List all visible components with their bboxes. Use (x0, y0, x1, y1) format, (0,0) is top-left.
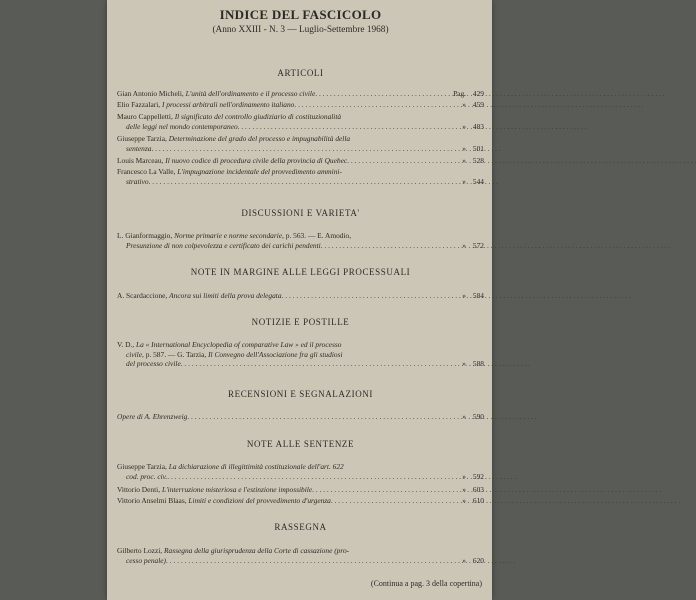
page-prefix: » (462, 156, 466, 165)
entry-page: 592 (472, 471, 484, 481)
entry-page: 610 (472, 496, 484, 505)
page-prefix: Pag. (453, 89, 466, 98)
entry-page: 501 (472, 143, 484, 153)
entry-title: Rassegna della giurisprudenza della Corte di cassazione (pro- (164, 546, 350, 555)
page-prefix: » (462, 143, 466, 153)
page-prefix: » (462, 412, 466, 421)
page-title: INDICE DEL FASCICOLO (219, 7, 382, 22)
section-heading-note-alle-sentenze: NOTE ALLE SENTENZE (246, 439, 355, 449)
entry-title-cont: delle leggi nel mondo contemporaneo (126, 121, 238, 131)
index-entry (117, 134, 484, 153)
entry-page: 459 (472, 100, 484, 109)
dot-leader (294, 100, 458, 110)
entry-title-cont: cesso penale) (126, 555, 167, 565)
entry-title-cont: strativo (126, 176, 149, 186)
dot-leader (166, 556, 458, 566)
section-heading-rassegna: RASSEGNA (274, 522, 327, 532)
entry-title-cont: civile, (126, 349, 144, 359)
page-prefix: » (462, 359, 466, 369)
entry-page: 588 (472, 359, 484, 369)
dot-leader (347, 156, 458, 166)
entry-page: 620 (472, 555, 484, 565)
index-entry (117, 231, 484, 250)
entry-author: Giuseppe Tarzia, (117, 462, 167, 471)
entry-author: A. Scardaccione, (117, 291, 168, 300)
page-prefix: » (462, 240, 466, 250)
issue-subtitle: (Anno XXIII - N. 3 — Luglio-Settembre 1968) (212, 25, 389, 35)
index-entry (117, 340, 484, 369)
entry-author: Vittorio Denti, (117, 485, 161, 494)
entry-title-cont: Presunzione di non colpevolezza e certificato dei carichi pendenti (126, 240, 321, 250)
entry-author: Elio Fazzalari, (117, 100, 161, 109)
entry-title: L'impugnazione incidentale del provvedimento ammini- (177, 167, 342, 176)
dot-leader (315, 89, 449, 99)
entry-page: 429 (472, 89, 484, 98)
page-prefix: » (462, 121, 466, 131)
entry-title-cont: del processo civile (126, 359, 181, 369)
entry-author: Vittorio Anselmi Blaas, (117, 496, 187, 505)
section-heading-note-in-margine: NOTE IN MARGINE ALLE LEGGI PROCESSUALI (190, 267, 411, 277)
page-prefix: » (462, 555, 466, 565)
entry-title-cont: cod. proc. civ. (126, 471, 168, 481)
page-prefix: » (462, 485, 466, 494)
entry-author: Mauro Cappelletti, (117, 112, 173, 121)
entry-title: Limiti e condizioni del provvedimento d'urgenza (188, 496, 331, 505)
dot-leader (238, 122, 459, 132)
dot-leader (321, 241, 459, 251)
index-entry (117, 546, 484, 565)
entry-author: Louis Marceau, (117, 156, 164, 165)
dot-leader (151, 144, 458, 154)
entry-author: Gilberto Lozzi, (117, 546, 163, 555)
entry-title: Il nuovo codice di procedura civile della provincia di Quebec (165, 156, 348, 165)
entry-page: 483 (472, 121, 484, 131)
entry-page: 590 (472, 412, 484, 421)
entry-title: La « International Encyclopedia of comparative Law » ed il processo (135, 340, 342, 349)
section-heading-articoli: ARTICOLI (277, 68, 324, 78)
entry-title: Determinazione del grado del processo e impugnabilità della (168, 134, 351, 143)
index-entry (117, 100, 484, 110)
entry-author: Giuseppe Tarzia, (117, 134, 167, 143)
dot-leader (187, 412, 458, 422)
page-prefix: » (462, 496, 466, 505)
entry-title: I processi arbitrali nell'ordinamento italiano (161, 100, 295, 109)
entry-title: L'interruzione misteriosa e l'estinzione impossibile (161, 485, 313, 494)
entry-title: Ancora sui limiti della prova delegata (169, 291, 282, 300)
entry-title: L'unità dell'ordinamento e il processo civile (185, 89, 316, 98)
entry-page: 544 (472, 176, 484, 186)
index-entry (117, 89, 484, 99)
index-entry (117, 412, 484, 422)
entry-author: V. D., (117, 340, 135, 349)
page-prefix: » (462, 100, 466, 109)
section-heading-notizie: NOTIZIE E POSTILLE (251, 317, 350, 327)
index-entry (117, 496, 484, 506)
index-entry (117, 167, 484, 186)
dot-leader (167, 472, 458, 482)
entry-author: Francesco La Valle, (117, 167, 176, 176)
dot-leader (331, 496, 458, 506)
dot-leader (181, 359, 459, 369)
index-entry (117, 462, 484, 481)
entry-title: Il significato del controllo giudiziario di costituzionalità (174, 112, 342, 121)
dot-leader (282, 291, 459, 301)
entry-title: Opere di A. Ehrenzweig (117, 412, 188, 421)
entry-page: 528 (472, 156, 484, 165)
entry-page: 584 (472, 291, 484, 300)
dot-leader (312, 485, 458, 495)
page-prefix: » (462, 291, 466, 300)
index-entry (117, 112, 484, 131)
entry-page: 603 (472, 485, 484, 494)
document-page (107, 0, 492, 600)
section-heading-discussioni: DISCUSSIONI E VARIETA' (241, 208, 360, 218)
entry-author: L. Gianformaggio, (117, 231, 173, 240)
dot-leader (149, 177, 459, 187)
entry-author: Gian Antonio Micheli, (117, 89, 184, 98)
entry-page: 572 (472, 240, 484, 250)
index-entry (117, 156, 484, 166)
entry-title-cont: sentenza (126, 143, 152, 153)
index-content (117, 0, 484, 600)
entry-title-cont: Il Convegno dell'Associazione fra gli studiosi (208, 349, 343, 359)
continuation-note: (Continua a pag. 3 della copertina) (370, 579, 482, 588)
entry-title: Norme primarie e norme secondarie, (174, 231, 284, 240)
entry-extra: p. 587. — G. Tarzia, (145, 349, 207, 359)
index-entry (117, 291, 484, 301)
section-heading-recensioni: RECENSIONI E SEGNALAZIONI (228, 389, 373, 399)
entry-title: La dichiarazione di illegittimità costituzionale dell'art. 622 (168, 462, 344, 471)
index-entry (117, 485, 484, 495)
page-prefix: » (462, 471, 466, 481)
entry-extra: p. 563. — E. Amodio, (285, 231, 352, 240)
page-prefix: » (462, 176, 466, 186)
